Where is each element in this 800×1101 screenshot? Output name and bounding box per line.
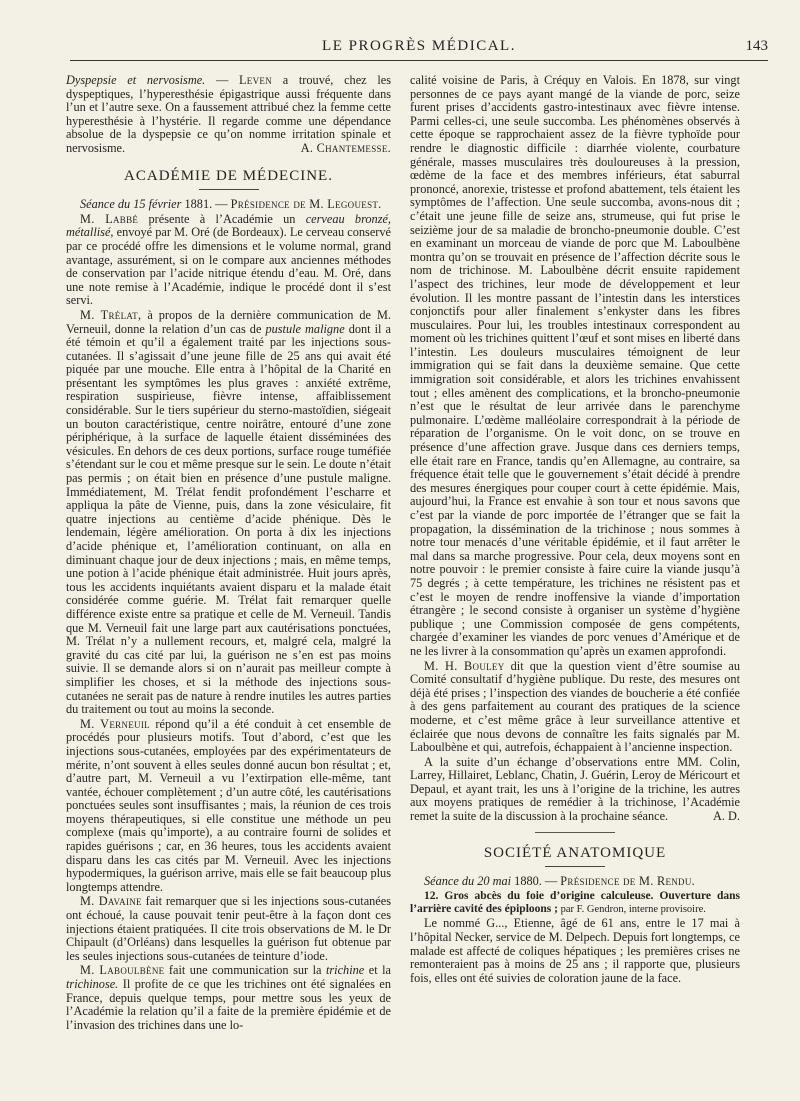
paragraph-dyspepsie: Dyspepsie et nervosisme. — Leven a trouvé, chez les dyspeptiques, l’hyperesthésie épigastrique aussi fréquente dans l’un et l’autre sexe. On a faussement attribué chez la femme cette hyperesthésie à l’hystérie. Il regarde comme une dépendance absolue de la dyspepsie ce qu’on nomme irritation spinale et nervosisme. A. Chantemesse.	[66, 73, 391, 155]
divider	[535, 832, 615, 833]
paragraph-text: présente à l’Académie un	[138, 211, 306, 226]
case-title-text: 12. Gros abcès du foie d’origine calculeuse. Ouverture dans l’arrière cavité des épiploons ;	[410, 889, 740, 915]
left-column	[66, 74, 391, 1033]
italic-term: trichine	[325, 963, 365, 978]
seance-presidence: Présidence de M. Legouest.	[230, 197, 382, 212]
speaker-name: M. Labbé	[80, 211, 139, 226]
paragraph-text: envoyé par M. Oré (de Bordeaux). Le cerveau conservé par ce procédé offre les dimensions et le volume normal, grand avantage, assurément, si on le compare aux anciennes méthodes de conservation par l’acide nitrique étendu d’eau. M. Oré, dans une note remise à l’Académie, indique le procédé dont il s’est servi.	[66, 225, 391, 308]
italic-term: cerveau bronzé, métallisé,	[66, 211, 392, 240]
paragraph-verneuil	[66, 718, 391, 895]
paragraph-text: a trouvé, chez les dyspeptiques, l’hyperesthésie épigastrique aussi fréquente dans l’un et l’autre sexe. On a faussement attribué chez la femme cette hyperesthésie à l’hystérie. Il regarde comme une dépendance absolue de la dyspepsie ce qu’on nomme irritation spinale et nervosisme.	[66, 73, 391, 155]
italic-term: pustule maligne	[265, 321, 345, 336]
section-rule	[199, 189, 259, 190]
speaker-name: M. Verneuil	[80, 716, 150, 731]
paragraph-text: fait remarquer que si les injections sous-cutanées ont échoué, la cause pouvait tenir peut-être à la façon dont ces injections étaient pratiquées. Il cite trois observations de M. le Dr Chipault (d’Orléans) dans lesquelles la guérison fut obtenue par les seules injections sous-cutanées de teinture d’iode.	[66, 894, 391, 963]
speaker-name: M. Davaine	[80, 894, 142, 909]
author-name: Leven	[238, 73, 272, 87]
seance-line	[66, 198, 391, 212]
seance-line	[410, 875, 740, 889]
paragraph-text: A la suite d’un échange d’observations entre MM. Colin, Larrey, Hillairet, Leblanc, Chatin, J. Guérin, Leroy de Méricourt et Depaul, et ayant trait, les uns à l’origine de la trichine, les autres aux moyens pratiques de remédier à la trichinose, l’Académie remet la suite de la discussion à la prochaine séance.	[410, 754, 740, 824]
paragraph-text: et la	[364, 963, 391, 978]
section-title-text: SOCIÉTÉ ANATOMIQUE	[483, 844, 667, 861]
paragraph-suite	[410, 756, 740, 824]
paragraph-text: dit que la question vient d’être soumise au Comité consultatif d’hygiène publique. Du reste, des mesures ont déjà été prises ; l’inspection des viandes de boucherie a été confiée à des gens parfaitement au courant des pratiques de la science moderne, et c’est même grâce à leur surveillance attentive et éclairée que nous devons de connaître les faits signalés par M. Laboulbène et qui, autrefois, échappaient à l’ancienne inspection.	[410, 658, 740, 755]
speaker-name: M. Laboulbène	[80, 963, 165, 978]
right-column	[410, 74, 740, 986]
paragraph-bouley	[410, 660, 740, 755]
page-header	[70, 36, 768, 61]
paragraph-text: Il profite de ce que les trichines ont été signalées en France, depuis quelque temps, pour mettre sous les yeux de l’Académie la relation qu’il a faite de la première épidémie et de l’invasion des trichines dans une lo-	[66, 977, 391, 1032]
seance-year: 1880. —	[511, 874, 561, 889]
speaker-name: M. H. Bouley	[424, 658, 505, 673]
seance-presidence: Présidence de M. Rendu.	[560, 874, 696, 889]
section-title-academie	[66, 167, 391, 191]
section-title-societe	[410, 844, 740, 868]
lead-title: Dyspepsie et nervosisme.	[66, 73, 206, 87]
section-rule	[545, 866, 605, 867]
paragraph-text: fait une communication sur la	[164, 963, 326, 978]
page-number: 143	[745, 38, 768, 54]
paragraph-case: Le nommé G..., Etienne, âgé de 61 ans, entre le 17 mai à l’hôpital Necker, service de M. Delpech. Depuis fort longtemps, ce malade est affecté de coliques hépatiques ; les premières crises ne remonteraient pas à moins de 25 ans ; il rapporte que, plusieurs fois, elles ont été suivies de coloration jaune de la face.	[410, 916, 740, 985]
seance-date: Séance du 15 février	[80, 197, 182, 212]
case-author: par F. Gendron, interne provisoire.	[557, 903, 706, 915]
paragraph-laboulbene	[66, 964, 391, 1032]
paragraph-text: dont il a été témoin et qu’il a également traité par les injections sous-cutanées. Il s’agissait d’une jeune fille de 25 ans qui avait été piquée par une mouche. Elle entra à l’hôpital de la Charité en présentant les symptômes les plus graves : anxiété extrême, respiration suspirieuse, fièvre intense, affaiblissement considérable. Sur le tiers supérieur du sterno-mastoïdien, siégeait un bouton caractéristique, centre noirâtre, entouré d’une zone périphérique, à la surface de laquelle étaient disséminées des vésicules. En dehors de ces deux portions, surface rouge tuméfiée s’étendant sur le cou et même presque sur le sein. Le doute n’était pas permis ; on était bien en présence d’une pustule maligne. Immédiatement, M. Trélat fendit profondément l’escharre et appliqua la pâte de Vienne, puis, dans la zone vésiculaire, fit quatre injections au centième d’acide phénique. Dès le lendemain, légère amélioration. On porta à dix les injections d’acide phénique et, l’amélioration continuant, on alla en diminuant chaque jour de deux injections ; mais, en même temps, une potion à l’acide phénique était administrée. Huit jours après, tous les accidents inquiétants avaient disparu et la malade était considérée comme guérie. M. Trélat fait remarquer quelle différence existe entre sa pratique et celle de M. Verneuil. Tandis que M. Verneuil fait une large part aux cautérisations ponctuées, M. Trélat n’y a nullement recours, et, malgré cela, malgré la gravité du cas cité par lui, la guérison ne s’en est pas moins suivie. Il se demande alors si on n’aurait pas meilleur compte à simplifier les choses, et si la méthode des injections sous-cutanées ne serait pas de nature à rendre inutiles les autres parties du traitement ou tout au moins la seconde.	[66, 321, 391, 717]
signature: A. Chantemesse.	[300, 140, 391, 155]
italic-term: trichinose.	[66, 977, 119, 991]
paragraph-text: à propos de la dernière communication de M. Verneuil, donne la relation d’un cas de	[66, 307, 391, 336]
case-title	[410, 890, 740, 917]
running-title: LE PROGRÈS MÉDICAL.	[322, 38, 516, 54]
speaker-name: M. Trélat,	[80, 307, 142, 322]
paragraph-davaine	[66, 895, 391, 963]
paragraph-text: répond qu’il a été conduit à cet ensemble de procédés pour plusieurs motifs. Tout d’abord, c’est que les injections sous-cutanées, employées par des expérimentateurs de mérite, n’ont souvent à elles seules donné aucun bon résultat ; et, d’autre part, M. Verneuil a vu l’extirpation elle-même, tant vantée, échouer complètement ; d’un autre côté, les cautérisations ponctuées seules sont insuffisantes ; mais, la réunion de ces trois moyens thérapeutiques, si elle constitue une méthode un peu complexe (mais qu’importe), a au contraire fourni de solides et rapides guérisons ; car, en 36 heures, tous les accidents avaient disparu dans les cas cités par M. Verneuil. Avec les injections hypodermiques, la guérison arrive, mais elle se fait beaucoup plus longtemps attendre.	[66, 716, 391, 894]
section-title-text: ACADÉMIE DE MÉDECINE.	[124, 167, 333, 184]
paragraph-continued: calité voisine de Paris, à Créquy en Valois. En 1878, sur vingt personnes de ce pays ayant mangé de la viande de porc, seize furent prises d’accidents gastro-intestinaux avec fièvre intense. Parmi celles-ci, une seule succomba. Les phénomènes observés à cette époque se rapprochaient assez de la fièvre typhoïde pour rendre le diagnostic difficile : diarrhée violente, courbature générale, masses musculaires très douloureuses à la pression, œdème de la face et des membres inférieurs, état saburral prononcé, anorexie, tristesse et profond abattement, tels étaient les symptômes de l’affection. Une seule succomba, avons-nous dit ; c’était une jeune fille de seize ans, strumeuse, qui fut prise le seizième jour de sa maladie de broncho-pneumonie double. C’est en examinant un morceau de viande de porc que M. Laboulbène montra qu’on se trouvait en présence de l’affection décrite sous le nom de trichinose. M. Laboulbène décrit ensuite rapidement l’aspect des trichines, leur mode de développement et leur évolution. Il les montre passant de l’intestin dans les interstices conjonctifs pour aller finalement s’enkyster dans les fibres musculaires. Pour lui, les troubles intestinaux correspondent au moment où les trichines quittent l’œuf et sont mises en liberté dans l’intestin. Les douleurs musculaires témoignent de leur immigration qui se fait dans la deuxième semaine. Que cette immigration soit considérable, et alors les trichines envahissent tout ; elles amènent des complications, et la broncho-pneumonie n’est que le résultat de leur arrivée dans le parenchyme pulmonaire. L’œdème malléolaire correspondrait à la période de réparation de l’organisme. On le voit donc, on se trouve en présence d’une affection grave. Jusque dans ces derniers temps, elle était rare en France, tandis qu’en Allemagne, au contraire, sa fréquence était telle que le gouvernement s’était décidé à prendre des mesures énergiques pour couper court à cette épidémie. Mais, aujourd’hui, la France est envahie à son tour et nous savons que c’est par la viande de porc importée de l’étranger que se fait la propagation, la dissémination de la trichinose ; nous sommes à notre tour menacés d’une véritable épidémie, et il faut arrêter le mal dans sa marche progressive. Pour cela, deux moyens sont en notre pouvoir : le premier consiste à faire cuire la viande jusqu’à 75 degrés ; à cette température, les trichines ne résistent pas et c’est le moyen de rendre inoffensive la viande d’importation étrangère ; le second consiste à organiser un système d’hygiène publique ; une Commission composée de gens compétents, chargée d’examiner les viandes de porc venues d’Amérique et de ne les livrer à la consommation qu’après un examen approfondi.	[410, 73, 740, 658]
seance-date: Séance du 20 mai	[424, 874, 512, 889]
signature: A. D.	[713, 809, 740, 824]
seance-year: 1881. —	[181, 197, 231, 212]
paragraph-trelat	[66, 309, 391, 717]
paragraph-labbe	[66, 213, 391, 308]
